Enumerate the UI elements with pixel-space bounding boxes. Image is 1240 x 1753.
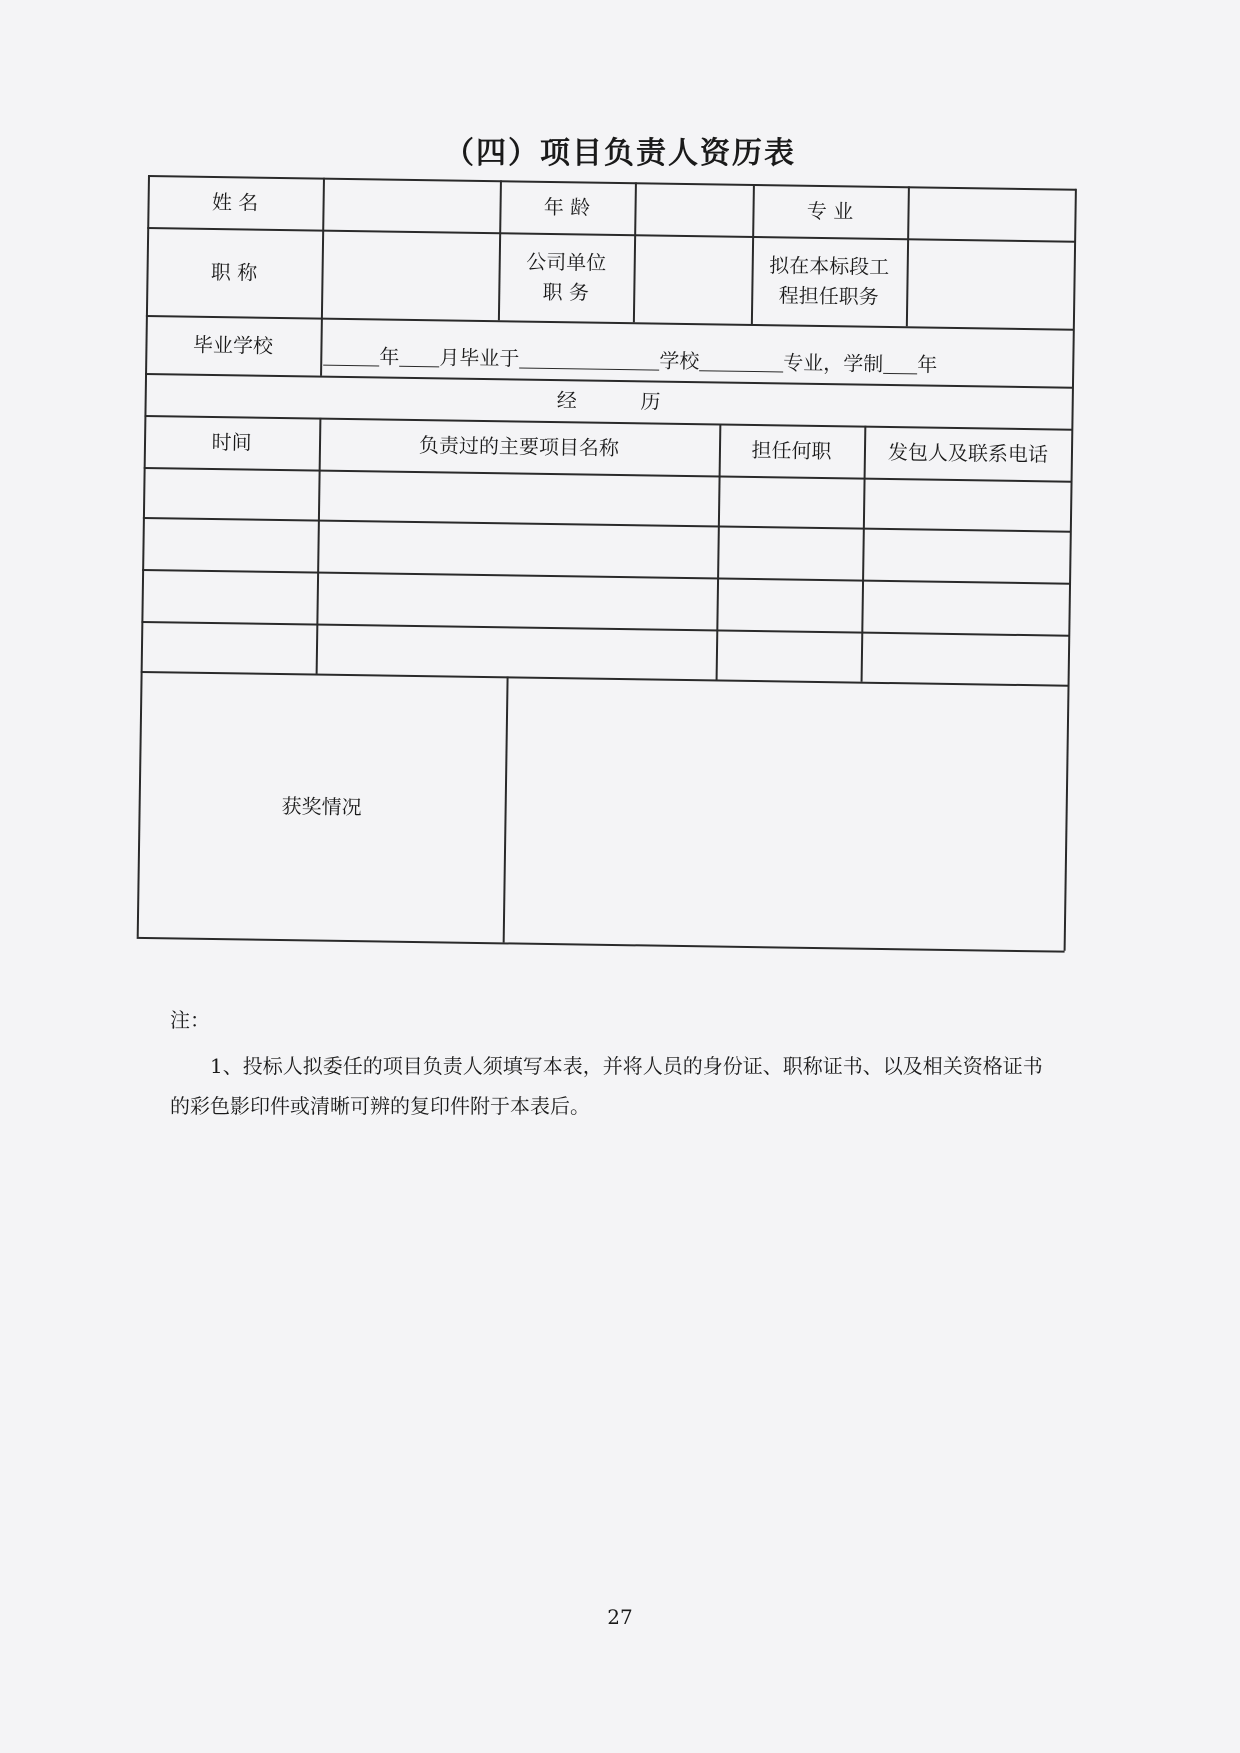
- proposed-role-field[interactable]: [906, 238, 1074, 328]
- label-age: 年 龄: [543, 194, 591, 220]
- label-company-position-line1: 公司单位: [526, 249, 607, 275]
- grad-major-blank[interactable]: [699, 348, 783, 372]
- grad-years-blank[interactable]: [883, 350, 917, 374]
- label-proposed-role-line1: 拟在本标段工: [769, 253, 890, 280]
- label-company-position: [498, 232, 634, 322]
- label-major: 专 业: [806, 198, 854, 224]
- col-header-time: 时间: [211, 429, 252, 455]
- notes-heading: 注：: [170, 1008, 210, 1032]
- col-header-role: 担任何职: [751, 437, 832, 464]
- title-field[interactable]: [321, 230, 499, 321]
- col-header-client-contact: 发包人及联系电话: [887, 440, 1049, 467]
- grad-year-label: 年: [379, 343, 400, 369]
- label-name: 姓 名: [211, 189, 259, 215]
- notes-section: [170, 1000, 1050, 1126]
- grad-month-label: 月毕业于: [439, 344, 520, 371]
- company-position-field[interactable]: [633, 234, 752, 324]
- note-item: 1、投标人拟委任的项目负责人须填写本表，并将人员的身份证、职称证书、以及相关资格证书的彩色影印件或清晰可辨的复印件附于本表后。: [170, 1054, 1043, 1118]
- label-experience: 经 历: [556, 388, 661, 414]
- label-title: 职 称: [210, 259, 258, 285]
- resume-form: [137, 175, 1076, 951]
- awards-field[interactable]: [503, 676, 1069, 950]
- grad-school-label: 学校: [659, 348, 700, 373]
- label-proposed-role: [751, 236, 907, 326]
- grad-major-label: 专业，学制: [783, 349, 884, 376]
- label-school: 毕业学校: [192, 332, 274, 358]
- col-header-project-name: 负责过的主要项目名称: [418, 433, 620, 461]
- label-proposed-role-line2: 程担任职务: [778, 283, 879, 309]
- page-title: （四）项目负责人资历表: [444, 136, 796, 171]
- grad-year-blank[interactable]: [323, 342, 379, 366]
- grad-years-label: 年: [917, 351, 938, 377]
- grad-month-blank[interactable]: [399, 343, 439, 367]
- grad-school-blank[interactable]: [519, 345, 659, 370]
- major-field[interactable]: [907, 186, 1075, 240]
- age-field[interactable]: [634, 182, 753, 236]
- label-awards: 获奖情况: [281, 794, 362, 820]
- label-company-position-line2: 职 务: [542, 279, 590, 305]
- name-field[interactable]: [322, 178, 500, 233]
- page-number: 27: [607, 1605, 633, 1629]
